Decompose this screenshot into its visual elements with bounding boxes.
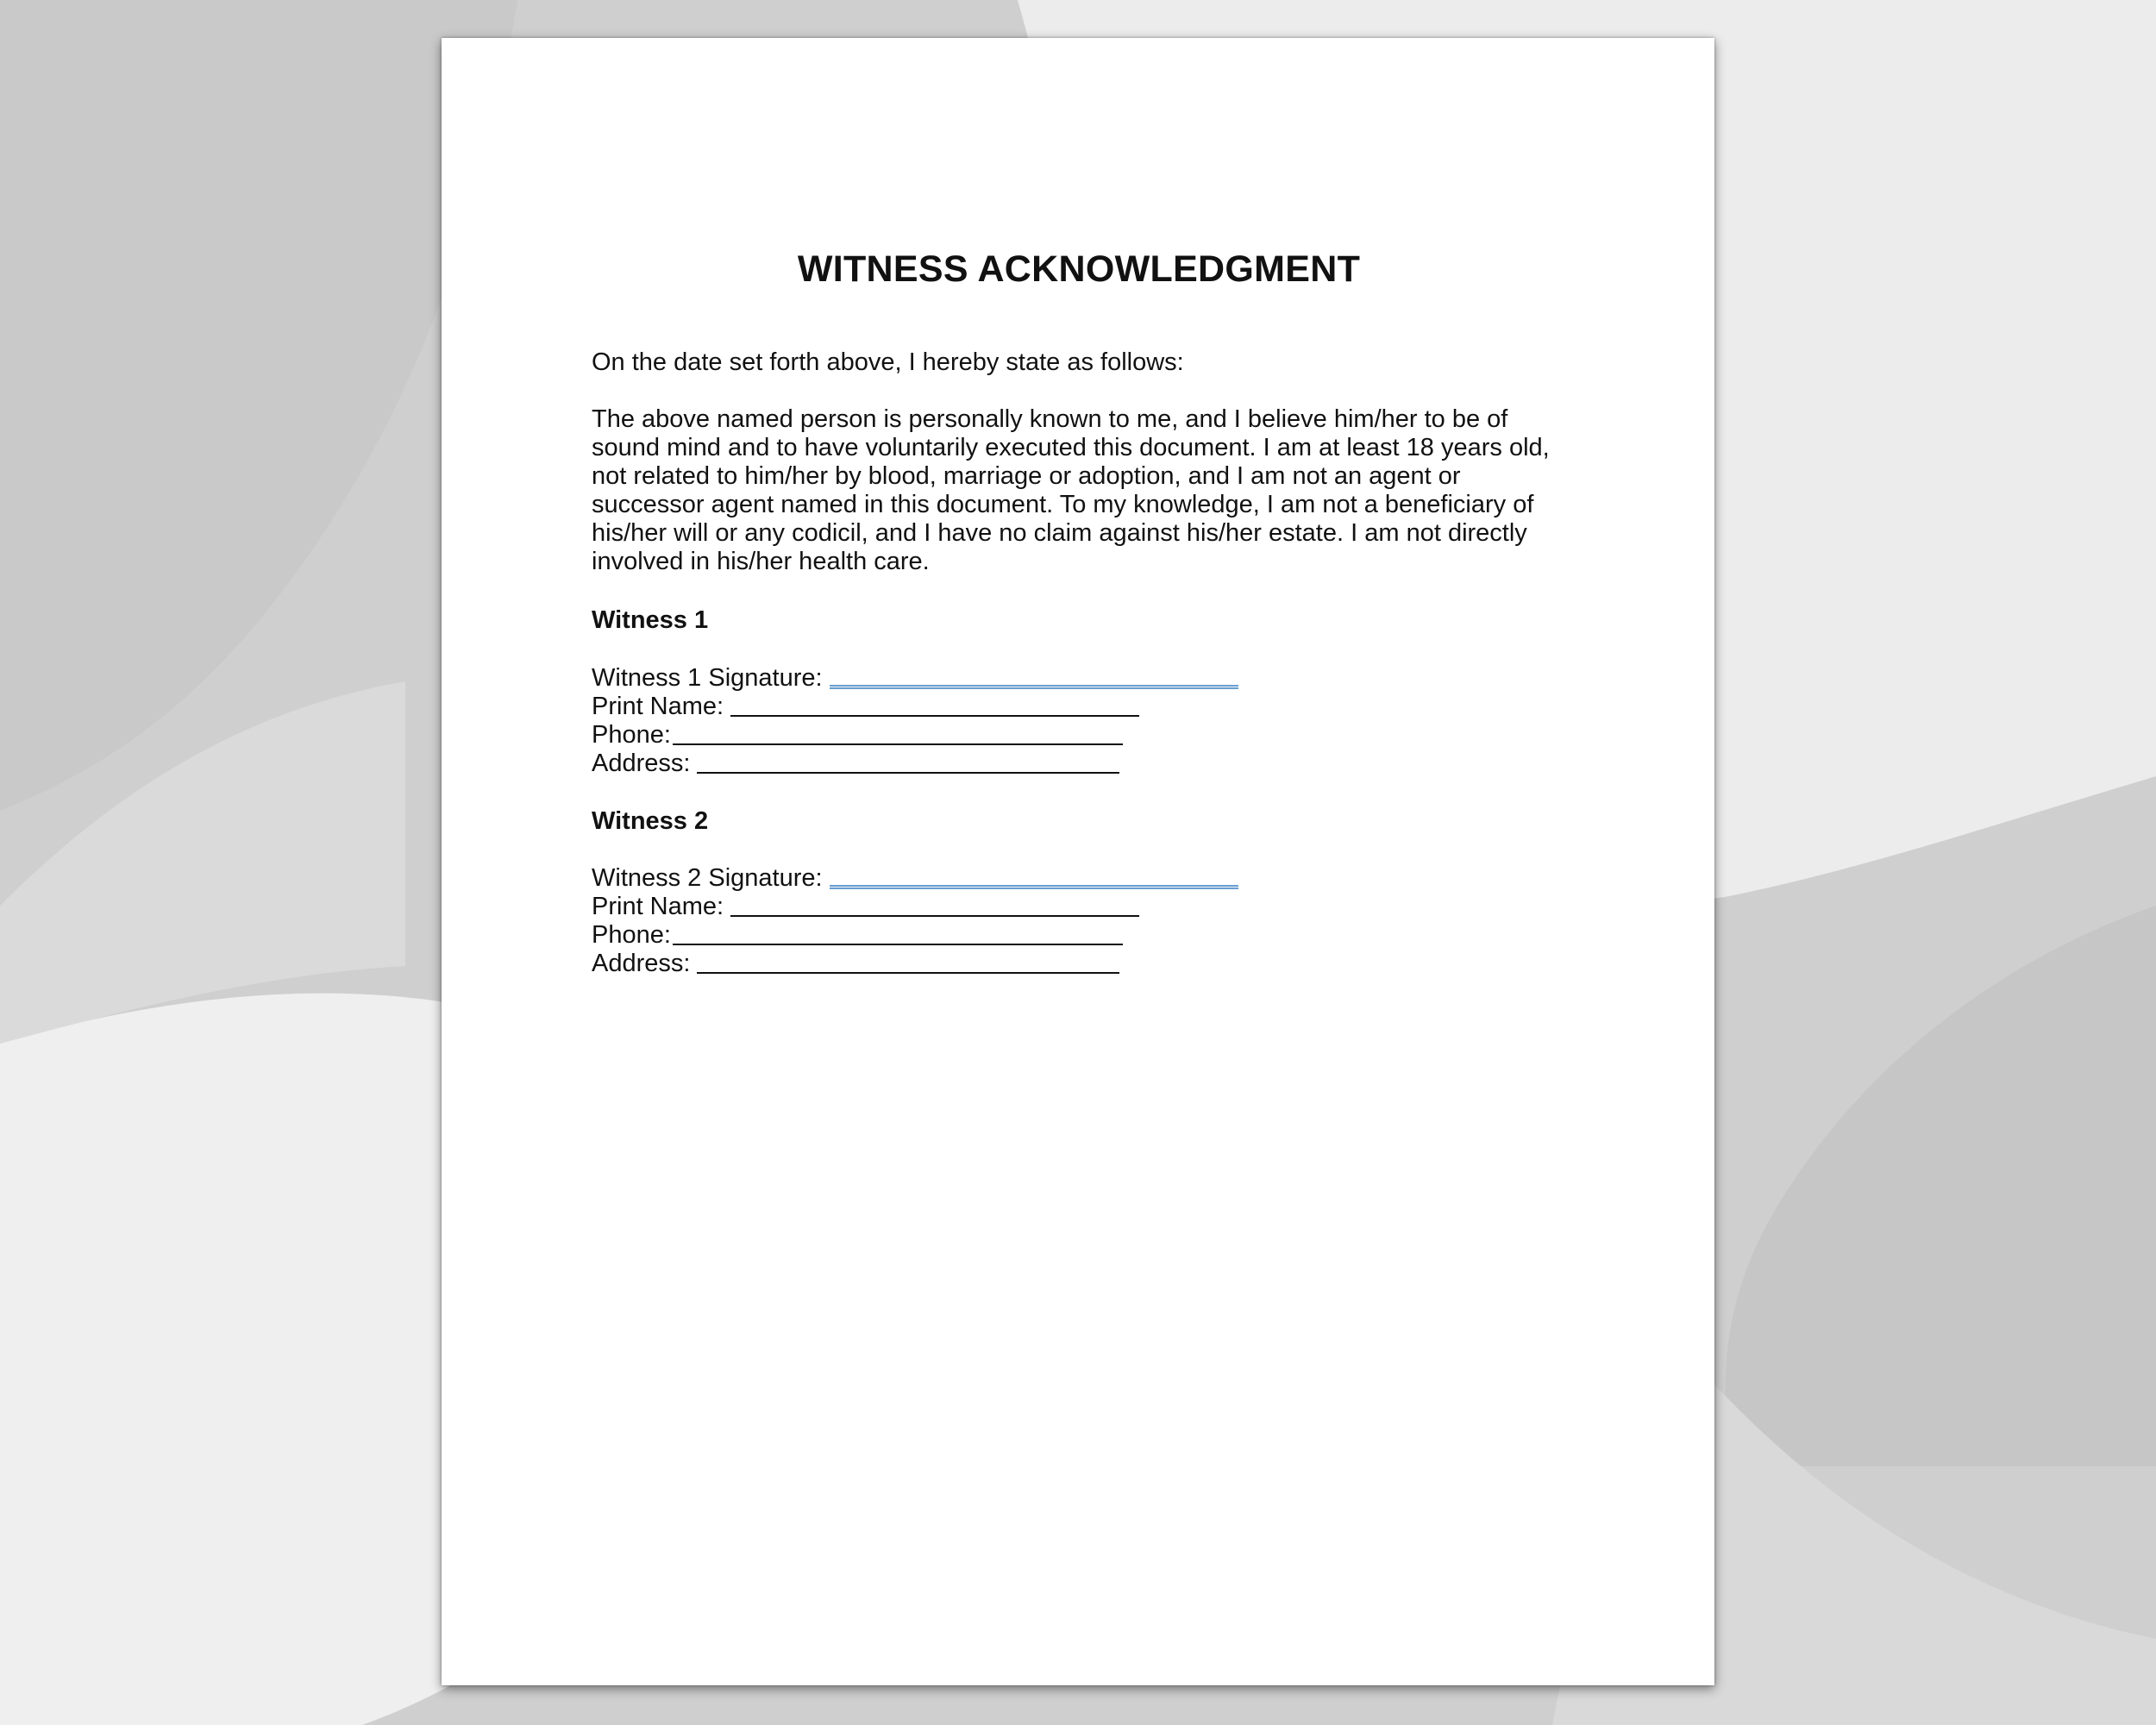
address-label: Address: bbox=[592, 950, 691, 977]
signature-label: Witness 1 Signature: bbox=[592, 664, 823, 692]
signature-label: Witness 2 Signature: bbox=[592, 864, 823, 892]
witness-2-heading: Witness 2 bbox=[592, 807, 709, 835]
paragraph-line: involved in his/her health care. bbox=[592, 548, 930, 575]
paragraph-line: successor agent named in this document. To my knowledge, I am not a beneficiary of bbox=[592, 491, 1534, 518]
witness-2-fields bbox=[592, 864, 1238, 978]
print-name-label: Print Name: bbox=[592, 693, 724, 720]
witness-2-address-row bbox=[592, 950, 1238, 978]
witness-1-phone-row bbox=[592, 721, 1238, 750]
witness-2-signature-field[interactable] bbox=[830, 885, 1238, 889]
witness-2-print-name-row bbox=[592, 893, 1238, 921]
witness-1-address-row bbox=[592, 750, 1238, 778]
paragraph-line: sound mind and to have voluntarily executed this document. I am at least 18 years old, bbox=[592, 434, 1550, 461]
witness-1-heading: Witness 1 bbox=[592, 606, 709, 634]
witness-1-signature-row bbox=[592, 664, 1238, 693]
phone-label: Phone: bbox=[592, 721, 671, 749]
witness-1-address-line[interactable] bbox=[697, 772, 1119, 774]
witness-1-signature-field[interactable] bbox=[830, 685, 1238, 689]
witness-2-phone-line[interactable] bbox=[673, 944, 1123, 945]
witness-1-fields bbox=[592, 664, 1238, 778]
phone-label: Phone: bbox=[592, 921, 671, 949]
document-page bbox=[442, 38, 1714, 1685]
document-title: WITNESS ACKNOWLEDGMENT bbox=[797, 248, 1361, 290]
witness-2-signature-row bbox=[592, 864, 1238, 893]
witness-2-phone-row bbox=[592, 921, 1238, 950]
witness-2-address-line[interactable] bbox=[697, 972, 1119, 974]
paragraph-line: The above named person is personally known to me, and I believe him/her to be of bbox=[592, 405, 1508, 433]
acknowledgment-paragraph bbox=[592, 405, 1566, 576]
witness-1-phone-line[interactable] bbox=[673, 743, 1123, 745]
print-name-label: Print Name: bbox=[592, 893, 724, 920]
witness-1-print-name-row bbox=[592, 693, 1238, 721]
witness-1-print-name-line[interactable] bbox=[730, 715, 1139, 717]
witness-2-print-name-line[interactable] bbox=[730, 915, 1139, 917]
paragraph-line: his/her will or any codicil, and I have no claim against his/her estate. I am not directly bbox=[592, 519, 1527, 547]
address-label: Address: bbox=[592, 750, 691, 777]
intro-text: On the date set forth above, I hereby state as follows: bbox=[592, 348, 1184, 376]
paragraph-line: not related to him/her by blood, marriage or adoption, and I am not an agent or bbox=[592, 462, 1461, 490]
